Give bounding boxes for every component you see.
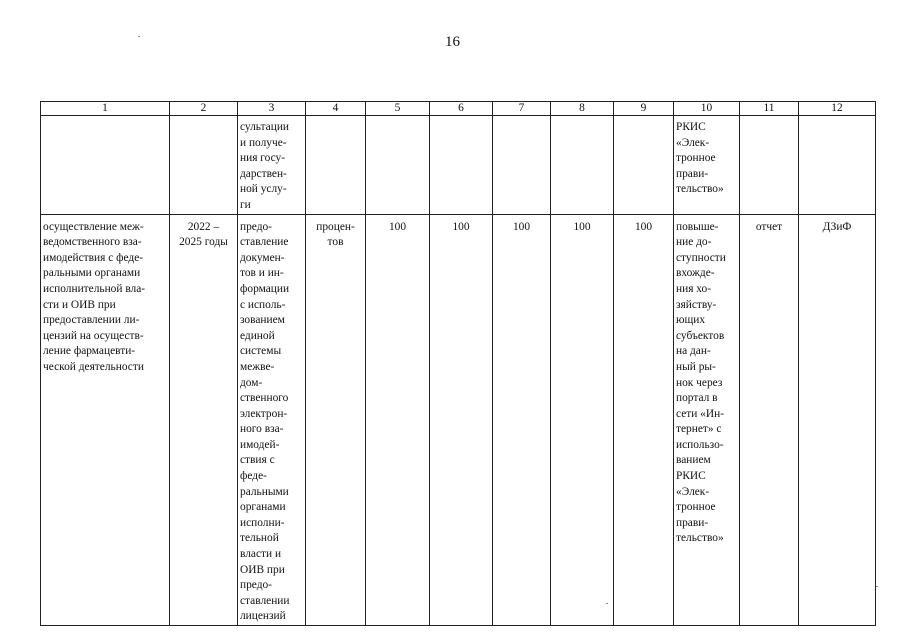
scan-speck <box>138 36 140 37</box>
table-cell-value: 100 <box>430 214 493 625</box>
table-cell-period: 2022 – 2025 годы <box>170 214 238 625</box>
column-header: 8 <box>551 102 614 116</box>
table-cell-value: 100 <box>614 214 674 625</box>
page-number: 16 <box>445 34 460 50</box>
table-cell-value: 100 <box>551 214 614 625</box>
scan-speck <box>876 586 878 587</box>
column-header: 6 <box>430 102 493 116</box>
table-cell-effect-continuation: РКИС «Элек- тронное прави- тельство» <box>674 116 740 215</box>
table-cell-measure: осуществление меж- ведомственного вза- имодействия с феде- ральными органами исполнительной вла- сти и ОИВ при предоставлении ли- цензий на осуществ- ление фармацевти- ческой деятельности <box>41 214 170 625</box>
table-cell <box>306 116 366 215</box>
table-cell <box>740 116 799 215</box>
column-header: 2 <box>170 102 238 116</box>
table-cell <box>493 116 551 215</box>
column-header: 10 <box>674 102 740 116</box>
table-cell <box>551 116 614 215</box>
table-cell-report-form: отчет <box>740 214 799 625</box>
table-row <box>41 214 876 625</box>
column-header: 5 <box>366 102 430 116</box>
table-cell <box>799 116 876 215</box>
table-cell-unit: процен- тов <box>306 214 366 625</box>
table-cell-responsible: ДЗиФ <box>799 214 876 625</box>
table-cell <box>366 116 430 215</box>
table-cell <box>430 116 493 215</box>
table-cell <box>41 116 170 215</box>
column-header: 12 <box>799 102 876 116</box>
table-cell-effect: повыше- ние до- ступности вхожде- ния хо- зяйству- ющих субъектов на дан- ный ры- нок через портал в сети «Ин- тернет» с использо- ванием РКИС «Элек- тронное прави- тельство» <box>674 214 740 625</box>
table-row-continuation <box>41 116 876 215</box>
column-header: 7 <box>493 102 551 116</box>
table-cell-value: 100 <box>493 214 551 625</box>
scan-speck <box>606 603 608 604</box>
column-header: 9 <box>614 102 674 116</box>
column-header: 3 <box>238 102 306 116</box>
table-cell-result: предо- ставление докумен- тов и ин- формации с исполь- зованием единой системы межве- дом- ственного электрон- ного вза- имодей- ствия с феде- ральными органами исполни- тельной власти и ОИВ при предо- ставлении лицензий <box>238 214 306 625</box>
table-cell-result-continuation: сультации и получе- ния госу- дарствен- ной услу- ги <box>238 116 306 215</box>
column-number-row <box>41 102 876 116</box>
document-table <box>40 101 876 626</box>
column-header: 11 <box>740 102 799 116</box>
table-cell <box>614 116 674 215</box>
table-cell <box>170 116 238 215</box>
table-cell-value: 100 <box>366 214 430 625</box>
column-header: 4 <box>306 102 366 116</box>
column-header: 1 <box>41 102 170 116</box>
